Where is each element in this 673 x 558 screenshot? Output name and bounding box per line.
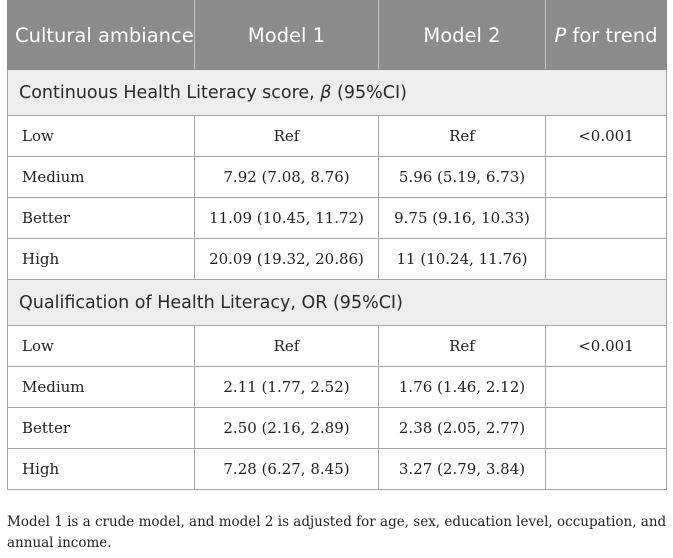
section-title-text: Qualification of Health Literacy, OR (95%CI)	[19, 292, 403, 313]
table-row	[8, 408, 667, 449]
model1-cell: 11.09 (10.45, 11.72)	[195, 198, 379, 239]
header-p-for-trend	[546, 1, 667, 70]
table-footnote: Model 1 is a crude model, and model 2 is adjusted for age, sex, education level, occupation, and annual income.	[7, 514, 667, 551]
row-label: Medium	[8, 157, 195, 198]
model2-cell: 5.96 (5.19, 6.73)	[379, 157, 546, 198]
p-trend-cell: <0.001	[546, 326, 667, 367]
header-model-2: Model 2	[379, 1, 546, 70]
model2-cell: 3.27 (2.79, 3.84)	[379, 449, 546, 490]
model2-cell: 1.76 (1.46, 2.12)	[379, 367, 546, 408]
table-row	[8, 157, 667, 198]
model1-cell: Ref	[195, 116, 379, 157]
model1-cell: 2.50 (2.16, 2.89)	[195, 408, 379, 449]
section-title	[8, 70, 667, 116]
section-row-qualification	[8, 280, 667, 326]
model2-cell: Ref	[379, 116, 546, 157]
table-row	[8, 449, 667, 490]
p-trend-cell	[546, 449, 667, 490]
section-title	[8, 280, 667, 326]
row-label: High	[8, 449, 195, 490]
table-row	[8, 326, 667, 367]
model1-cell: 7.28 (6.27, 8.45)	[195, 449, 379, 490]
p-trend-cell	[546, 157, 667, 198]
table-row	[8, 239, 667, 280]
p-trend-cell: <0.001	[546, 116, 667, 157]
row-label: Low	[8, 116, 195, 157]
p-trend-cell	[546, 239, 667, 280]
p-trend-cell	[546, 367, 667, 408]
model2-cell: 9.75 (9.16, 10.33)	[379, 198, 546, 239]
table-row	[8, 367, 667, 408]
row-label: Better	[8, 198, 195, 239]
row-label: Low	[8, 326, 195, 367]
p-trend-cell	[546, 408, 667, 449]
model2-cell: 2.38 (2.05, 2.77)	[379, 408, 546, 449]
p-trend-cell	[546, 198, 667, 239]
section-row-continuous	[8, 70, 667, 116]
model1-cell: 20.09 (19.32, 20.86)	[195, 239, 379, 280]
model1-cell: 7.92 (7.08, 8.76)	[195, 157, 379, 198]
table-row	[8, 198, 667, 239]
header-p-suffix: for trend	[566, 23, 658, 47]
model2-cell: 11 (10.24, 11.76)	[379, 239, 546, 280]
model1-cell: Ref	[195, 326, 379, 367]
section-title-text: Continuous Health Literacy score,	[19, 82, 321, 103]
row-label: Better	[8, 408, 195, 449]
header-cultural-ambiance: Cultural ambiance	[8, 1, 195, 70]
beta-symbol: β	[320, 82, 332, 103]
model2-cell: Ref	[379, 326, 546, 367]
header-model-1: Model 1	[195, 1, 379, 70]
table-row	[8, 116, 667, 157]
results-table	[7, 0, 667, 490]
row-label: Medium	[8, 367, 195, 408]
header-p-symbol: P	[554, 23, 567, 47]
model1-cell: 2.11 (1.77, 2.52)	[195, 367, 379, 408]
row-label: High	[8, 239, 195, 280]
section-title-suffix: (95%CI)	[331, 82, 407, 103]
table-header-row	[8, 1, 667, 70]
